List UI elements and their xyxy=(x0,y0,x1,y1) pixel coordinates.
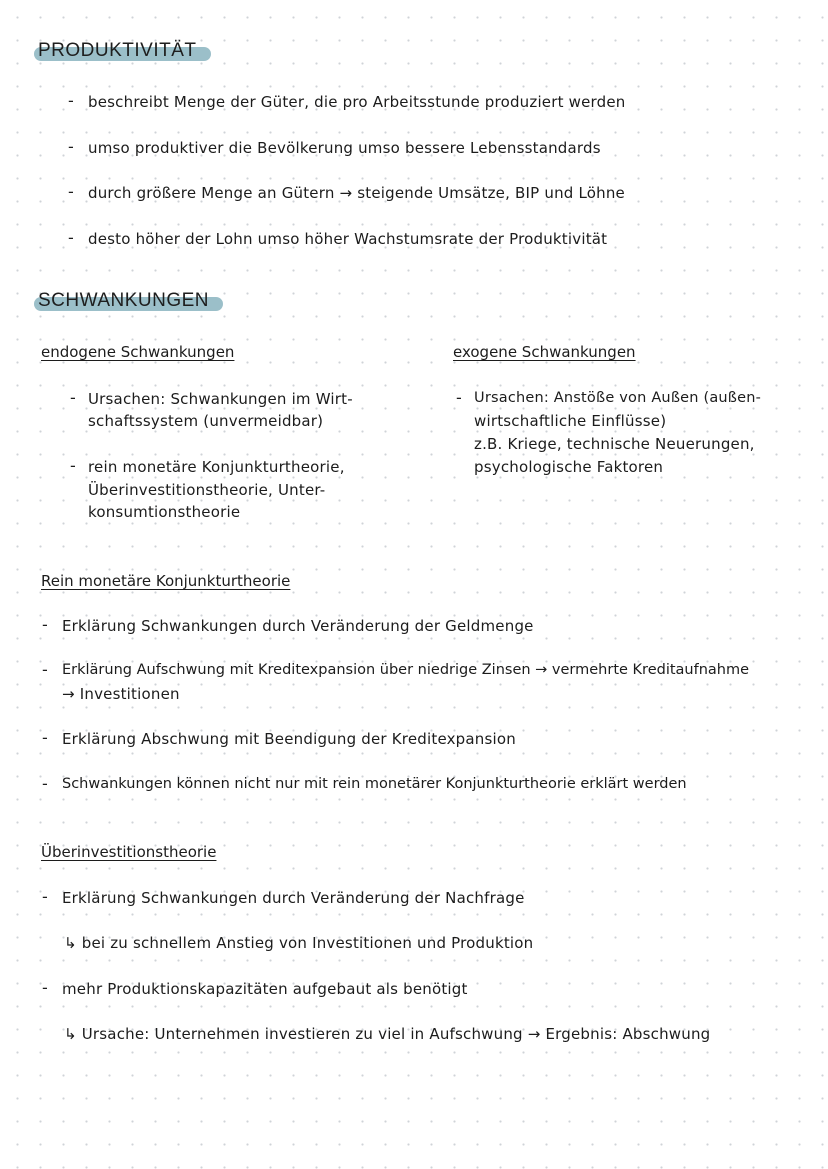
endogenous-title: endogene Schwankungen xyxy=(41,343,235,361)
overinvestment-title: Überinvestitionstheorie xyxy=(41,843,217,861)
monetary-bullet-1: Erklärung Schwankungen durch Veränderung der Geldmenge xyxy=(62,617,534,635)
exogenous-point1-line2: wirtschaftliche Einflüsse) xyxy=(474,412,667,430)
bullet-dash: - xyxy=(70,456,76,475)
bullet-dash: - xyxy=(68,137,74,156)
exogenous-title: exogene Schwankungen xyxy=(453,343,636,361)
productivity-bullet-4: desto höher der Lohn umso höher Wachstumsrate der Produktivität xyxy=(88,230,608,248)
monetary-bullet-3: Erklärung Abschwung mit Beendigung der Kreditexpansion xyxy=(62,730,516,748)
productivity-bullet-2: umso produktiver die Bevölkerung umso bessere Lebensstandards xyxy=(88,139,601,157)
monetary-bullet-2-line2: → Investitionen xyxy=(62,685,180,703)
productivity-bullet-3: durch größere Menge an Gütern → steigende Umsätze, BIP und Löhne xyxy=(88,184,625,202)
endogenous-point1-line1: Ursachen: Schwankungen im Wirt- xyxy=(88,390,353,408)
overinvestment-bullet-2: mehr Produktionskapazitäten aufgebaut als benötigt xyxy=(62,980,468,998)
bullet-dash: - xyxy=(68,228,74,247)
overinvestment-sub-2: ↳ Ursache: Unternehmen investieren zu viel in Aufschwung → Ergebnis: Abschwung xyxy=(64,1025,711,1043)
monetary-bullet-2-line1: Erklärung Aufschwung mit Kreditexpansion über niedrige Zinsen → vermehrte Kreditaufnahme xyxy=(62,662,750,678)
bullet-dash: - xyxy=(42,978,48,997)
bullet-dash: - xyxy=(42,774,48,793)
bullet-dash: - xyxy=(42,660,48,679)
bullet-dash: - xyxy=(42,728,48,747)
heading-fluctuations: SCHWANKUNGEN xyxy=(38,290,209,312)
overinvestment-sub-1: ↳ bei zu schnellem Anstieg von Investitionen und Produktion xyxy=(64,934,534,952)
exogenous-point1-line3: z.B. Kriege, technische Neuerungen, xyxy=(474,435,755,453)
bullet-dash: - xyxy=(42,887,48,906)
bullet-dash: - xyxy=(42,615,48,634)
endogenous-point2-line3: konsumtionstheorie xyxy=(88,503,241,521)
monetary-bullet-4: Schwankungen können nicht nur mit rein monetärer Konjunkturtheorie erklärt werden xyxy=(62,776,687,792)
exogenous-point1-line1: Ursachen: Anstöße von Außen (außen- xyxy=(474,390,762,406)
productivity-bullet-1: beschreibt Menge der Güter, die pro Arbeitsstunde produziert werden xyxy=(88,93,626,111)
monetary-title: Rein monetäre Konjunkturtheorie xyxy=(41,572,291,590)
heading-productivity: PRODUKTIVITÄT xyxy=(38,40,197,62)
endogenous-point2-line1: rein monetäre Konjunkturtheorie, xyxy=(88,458,345,476)
overinvestment-bullet-1: Erklärung Schwankungen durch Veränderung der Nachfrage xyxy=(62,889,525,907)
bullet-dash: - xyxy=(68,91,74,110)
exogenous-point1-line4: psychologische Faktoren xyxy=(474,458,664,476)
endogenous-point2-line2: Überinvestitionstheorie, Unter- xyxy=(88,481,326,499)
bullet-dash: - xyxy=(70,388,76,407)
endogenous-point1-line2: schaftssystem (unvermeidbar) xyxy=(88,412,324,430)
bullet-dash: - xyxy=(68,182,74,201)
bullet-dash: - xyxy=(456,388,462,407)
